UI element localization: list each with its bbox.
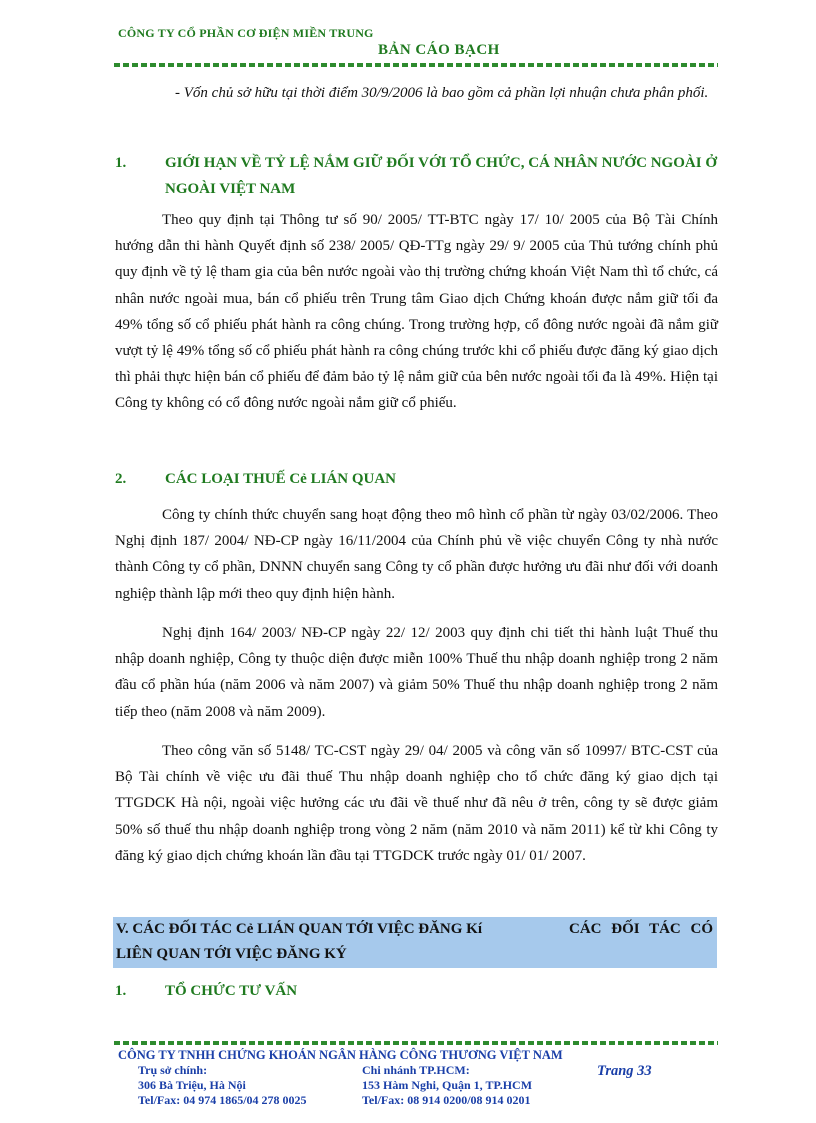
page-number: Trang 33 (597, 1063, 652, 1079)
equity-note: - Vốn chủ sở hữu tại thời điểm 30/9/2006 là bao gồm cả phần lợi nhuận chưa phân phối. (175, 85, 709, 101)
header-company-name: CÔNG TY CỔ PHẦN CƠ ĐIỆN MIỀN TRUNG (118, 26, 374, 40)
footer-hq-address: 306 Bà Triệu, Hà Nội (138, 1078, 246, 1092)
footer-branch-address: 153 Hàm Nghi, Quận 1, TP.HCM (362, 1078, 533, 1092)
section-1-title: GIỚI HẠN VỀ TỶ LỆ NẮM GIỮ ĐỐI VỚI TỔ CHỨC, CÁ NHÂN NƯỚC NGOÀI Ở NGOÀI VIỆT NAM (165, 155, 717, 197)
footer-hq-phone: Tel/Fax: 04 974 1865/04 278 0025 (138, 1093, 307, 1107)
section-3-title: TỔ CHỨC TƯ VẤN (165, 983, 298, 999)
document-title: BẢN CÁO BẠCH (378, 42, 500, 58)
footer-company-name: CÔNG TY TNHH CHỨNG KHOÁN NGÂN HÀNG CÔNG THƯƠNG VIỆT NAM (118, 1048, 563, 1062)
section-1-paragraph: Theo quy định tại Thông tư số 90/ 2005/ TT-BTC ngày 17/ 10/ 2005 của Bộ Tài Chính hướng dẫn thi hành Quyết định số 238/ 2005/ QĐ-TTg ngày 29/ 9/ 2005 của Thủ tướng chính phủ quy định về tỷ lệ tham gia của bên nước ngoài vào thị trường chứng khoán Việt Nam thì tổ chức, cá nhân nước ngoài mua, bán cổ phiếu trên Trung tâm Giao dịch Chứng khoán được nắm giữ tối đa 49% tổng số cổ phiếu phát hành ra công chúng. Trong trường hợp, cổ đông nước ngoài đã nắm giữ vượt tỷ lệ 49% tổng số cổ phiếu phát hành ra công chúng trước khi cổ phiếu được đăng ký giao dịch thì phải thực hiện bán cổ phiếu để đảm bảo tỷ lệ nắm giữ của bên nước ngoài tối đa là 49%. Hiện tại Công ty không có cổ đông nước ngoài nắm giữ cổ phiếu. (115, 212, 718, 412)
footer-branch-phone: Tel/Fax: 08 914 0200/08 914 0201 (362, 1093, 531, 1107)
banner-line-1-right: CÁC ĐỐI TÁC CÓ (569, 921, 713, 937)
banner-line-1-left: V. CÁC ĐỐI TÁC Cẻ LIÁN QUAN TỚI VIỆC ĐĂNG Kí (116, 921, 483, 937)
banner-line-2: LIÊN QUAN TỚI VIỆC ĐĂNG KÝ (116, 946, 347, 962)
footer-branch-label: Chi nhánh TP.HCM: (362, 1063, 470, 1077)
section-2-paragraph-1: Công ty chính thức chuyển sang hoạt động theo mô hình cổ phần từ ngày 03/02/2006. Theo Nghị định 187/ 2004/ NĐ-CP ngày 16/11/2004 của Chính phủ về việc chuyển Công ty nhà nước thành Công ty cổ phần, DNNN chuyển sang Công ty cổ phần được hưởng ưu đãi như đối với doanh nghiệp thành lập mới theo quy định hiện hành. (115, 507, 718, 602)
footer-hq-label: Trụ sở chính: (138, 1063, 208, 1077)
section-2-paragraph-2: Nghị định 164/ 2003/ NĐ-CP ngày 22/ 12/ 2003 quy định chi tiết thi hành luật Thuế thu nhập doanh nghiệp, Công ty thuộc diện được miễn 100% Thuế thu nhập doanh nghiệp trong 2 năm đầu cổ phần húa (năm 2006 và năm 2007) và giảm 50% Thuế thu nhập doanh nghiệp trong 2 năm tiếp theo (năm 2008 và năm 2009). (115, 625, 718, 720)
section-3-number: 1. (115, 983, 127, 999)
section-2-paragraph-3: Theo công văn số 5148/ TC-CST ngày 29/ 04/ 2005 và công văn số 10997/ BTC-CST của Bộ Tài chính về việc ưu đãi thuế Thu nhập doanh nghiệp cho tổ chức đăng ký giao dịch tại TTGDCK Hà nội, ngoài việc hưởng các ưu đãi về thuế như đã nêu ở trên, công ty sẽ được giảm 50% số thuế thu nhập doanh nghiệp trong vòng 2 năm (năm 2010 và năm 2011) kể từ khi Công ty đăng ký giao dịch chứng khoán lần đầu tại TTGDCK trước ngày 01/ 01/ 2007. (115, 743, 718, 864)
footer-divider (114, 1041, 718, 1045)
section-v-banner (113, 917, 717, 968)
header-divider (114, 63, 718, 67)
section-1-number: 1. (115, 155, 127, 171)
section-2-number: 2. (115, 471, 127, 487)
section-2-title: CÁC LOẠI THUẾ Cẻ LIÁN QUAN (165, 471, 396, 487)
